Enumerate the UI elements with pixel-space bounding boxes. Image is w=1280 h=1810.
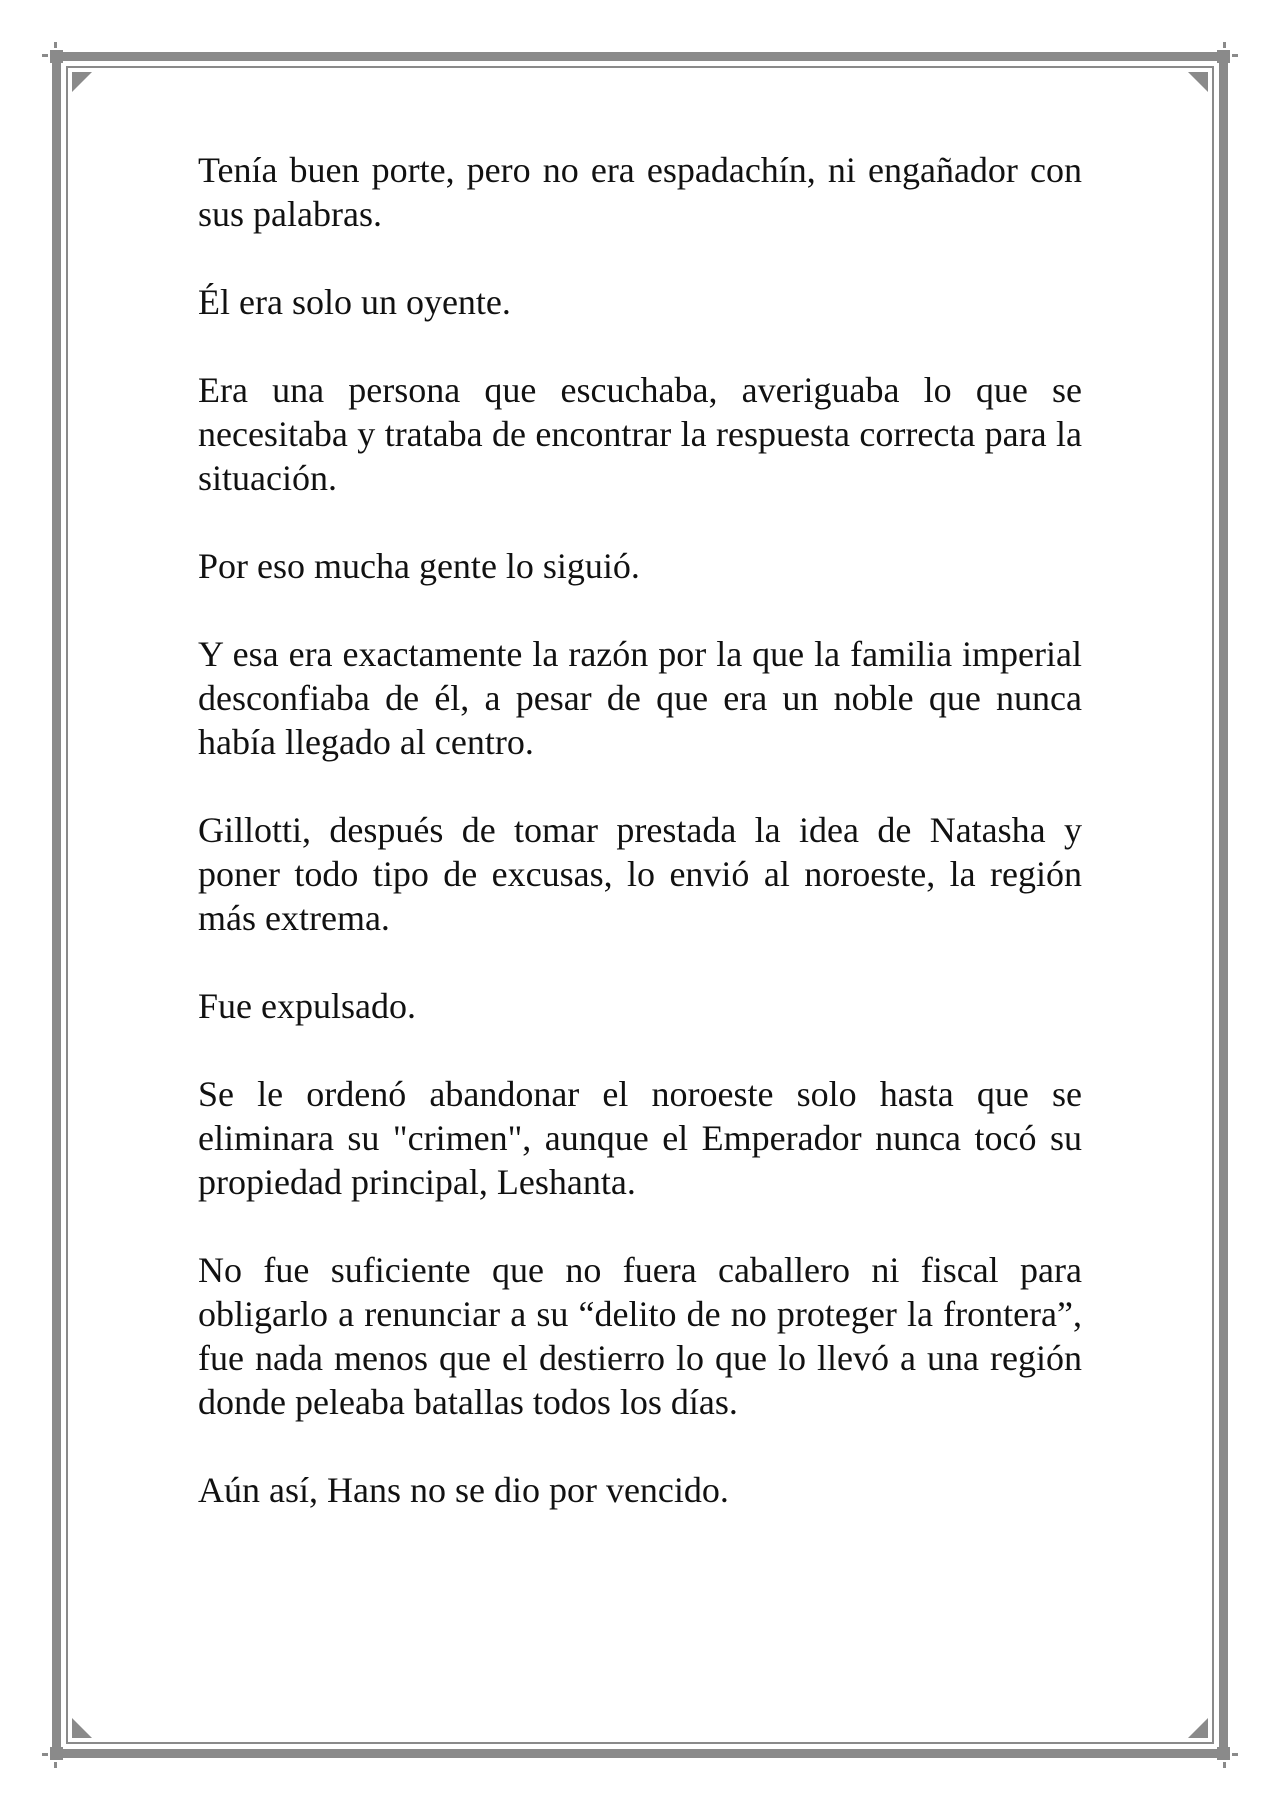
paragraph-10: Aún así, Hans no se dio por vencido. xyxy=(198,1470,729,1510)
paragraph-3: Era una persona que escuchaba, averiguaba lo que se necesitaba y trataba de encontrar la respuesta correcta para la situación. xyxy=(198,370,1082,498)
paragraph-2: Él era solo un oyente. xyxy=(198,282,511,322)
paragraph-1: Tenía buen porte, pero no era espadachín, ni engañador con sus palabras. xyxy=(198,150,1082,234)
paragraph-6: Gillotti, después de tomar prestada la idea de Natasha y poner todo tipo de excusas, lo envió al noroeste, la región más extrema. xyxy=(198,810,1082,938)
paragraph-7: Fue expulsado. xyxy=(198,986,416,1026)
paragraph-5: Y esa era exactamente la razón por la que la familia imperial desconfiaba de él, a pesar de que era un noble que nunca había llegado al centro. xyxy=(198,634,1082,762)
paragraph-4: Por eso mucha gente lo siguió. xyxy=(198,546,640,586)
document-body xyxy=(198,148,1082,1556)
paragraph-8: Se le ordenó abandonar el noroeste solo hasta que se eliminara su "crimen", aunque el Emperador nunca tocó su propiedad principal, Leshanta. xyxy=(198,1074,1082,1202)
paragraph-9: No fue suficiente que no fuera caballero ni fiscal para obligarlo a renunciar a su “delito de no proteger la frontera”, fue nada menos que el destierro lo que lo llevó a una región donde peleaba batallas todos los días. xyxy=(198,1250,1082,1422)
